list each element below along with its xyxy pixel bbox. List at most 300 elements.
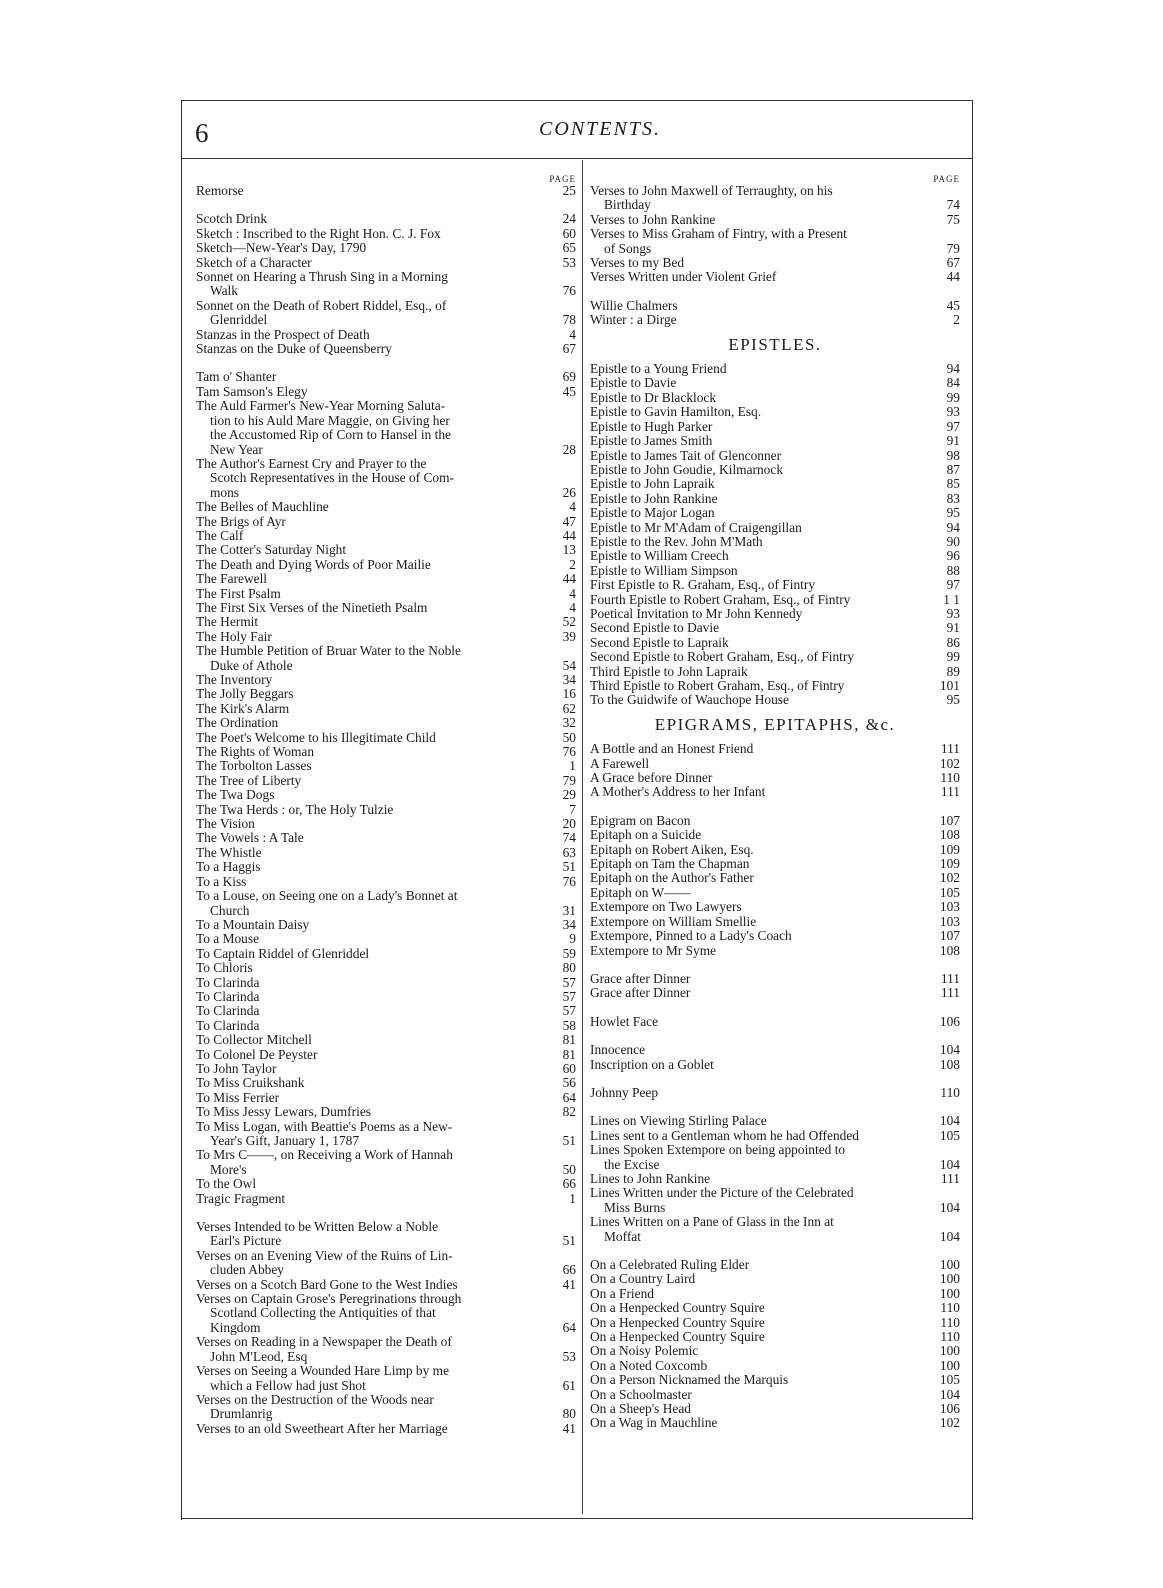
entry-page: 75 — [946, 211, 960, 227]
entry-page: 63 — [562, 844, 576, 860]
spacer — [590, 1244, 960, 1258]
toc-entry — [590, 1344, 960, 1358]
entry-page: 94 — [946, 361, 960, 377]
entry-page: 65 — [562, 240, 576, 256]
entry-page: 29 — [562, 787, 576, 803]
entry-title — [590, 665, 928, 679]
entry-page: 51 — [562, 859, 576, 875]
toc-entry — [590, 693, 960, 707]
entry-title — [196, 399, 546, 457]
entry-title-line: Epistle to a Young Friend — [590, 362, 727, 377]
entry-title — [196, 1148, 546, 1177]
running-head: CONTENTS. — [539, 118, 661, 140]
toc-entry — [590, 757, 960, 771]
entry-title-line: Lines sent to a Gentleman whom he had Offended — [590, 1128, 859, 1143]
entry-title — [590, 564, 928, 578]
entry-page: 60 — [562, 225, 576, 241]
entry-title-line: A Bottle and an Honest Friend — [590, 742, 754, 757]
entry-title — [196, 1062, 546, 1076]
toc-entry — [590, 1058, 960, 1072]
entry-title-line: The Brigs of Ayr — [196, 514, 286, 529]
entry-title-line: To Miss Ferrier — [196, 1090, 280, 1105]
toc-entry — [196, 572, 576, 586]
entry-title — [590, 1416, 928, 1430]
entry-title — [196, 918, 546, 932]
toc-entry — [196, 1393, 576, 1422]
entry-title-line: Scotland Collecting the Antiquities of that — [210, 1306, 436, 1321]
toc-entry — [590, 506, 960, 520]
section-heading: EPISTLES. — [728, 334, 822, 354]
entry-page: 96 — [946, 548, 960, 564]
entry-page: 104 — [939, 1156, 960, 1172]
entry-title-line: Epitaph on W—— — [590, 885, 691, 900]
entry-title — [590, 1043, 928, 1057]
toc-entry — [590, 1043, 960, 1057]
entry-title-line: the Excise — [604, 1157, 660, 1172]
toc-entry — [196, 1249, 576, 1278]
toc-entry — [590, 578, 960, 592]
entry-title-line: Sketch of a Character — [196, 255, 312, 270]
toc-entry — [196, 1220, 576, 1249]
entry-title — [196, 846, 546, 860]
entry-title — [196, 184, 546, 198]
entry-title — [590, 679, 928, 693]
entry-title — [196, 745, 546, 759]
entry-page: 26 — [562, 484, 576, 500]
toc-entry — [196, 299, 576, 328]
spacer — [196, 1206, 576, 1220]
entry-title — [590, 929, 928, 943]
entry-page: 81 — [562, 1032, 576, 1048]
toc-entry — [196, 788, 576, 802]
entry-page: 97 — [946, 418, 960, 434]
entry-title-line: The Farewell — [196, 572, 268, 587]
entry-page: 108 — [939, 1056, 960, 1072]
entry-title-line: To Collector Mitchell — [196, 1033, 312, 1048]
entry-page: 4 — [569, 585, 576, 601]
entry-page: 13 — [562, 542, 576, 558]
toc-entry — [590, 828, 960, 842]
page-number: 6 — [195, 118, 209, 148]
entry-title — [196, 1335, 546, 1364]
entry-title-line: To the Owl — [196, 1177, 257, 1192]
entry-title-line: The Ordination — [196, 716, 279, 731]
entry-title — [590, 972, 928, 986]
toc-entry — [590, 564, 960, 578]
entry-page: 97 — [946, 577, 960, 593]
entry-page: 110 — [940, 1300, 960, 1316]
entry-title-line: Verses to Miss Graham of Fintry, with a Present — [590, 227, 847, 242]
entry-title — [196, 990, 546, 1004]
toc-entry — [196, 270, 576, 299]
entry-title-line: Lines Written on a Pane of Glass in the Inn at — [590, 1215, 834, 1230]
entry-page: 105 — [939, 1372, 960, 1388]
entry-title — [196, 1278, 546, 1292]
entry-title — [196, 515, 546, 529]
entry-page: 110 — [940, 770, 960, 786]
entry-page: 53 — [562, 254, 576, 270]
entry-title — [590, 449, 928, 463]
entry-title-line: The Author's Earnest Cry and Prayer to the — [196, 456, 427, 471]
toc-entry — [590, 1416, 960, 1430]
toc-entry — [590, 391, 960, 405]
entry-title-line: To the Guidwife of Wauchope House — [590, 693, 789, 708]
entry-page: 95 — [946, 505, 960, 521]
entry-title-line: Fourth Epistle to Robert Graham, Esq., of Fintry — [590, 592, 851, 607]
entry-title — [590, 1316, 928, 1330]
toc-entry — [196, 601, 576, 615]
toc-entry — [590, 1330, 960, 1344]
entry-title-line: Epistle to Dr Blacklock — [590, 390, 717, 405]
entry-title-line: To Clarinda — [196, 975, 260, 990]
entry-title-line: To Clarinda — [196, 1004, 260, 1019]
toc-entry — [590, 636, 960, 650]
entry-title-line: Walk — [210, 284, 238, 299]
toc-entry — [590, 1402, 960, 1416]
entry-page: 57 — [562, 1003, 576, 1019]
toc-entry — [196, 716, 576, 730]
entry-title-line: Extempore to Mr Syme — [590, 943, 717, 958]
entry-title-line: The Twa Herds : or, The Holy Tulzie — [196, 802, 394, 817]
entry-title — [590, 535, 928, 549]
left-column — [196, 174, 576, 1436]
toc-entry — [590, 256, 960, 270]
toc-entry — [196, 687, 576, 701]
page-label: PAGE — [549, 174, 576, 184]
entry-page: 111 — [940, 741, 960, 757]
entry-title — [590, 1086, 928, 1100]
entry-title — [590, 1272, 928, 1286]
column-divider — [582, 160, 583, 1514]
toc-entry — [196, 342, 576, 356]
entry-page: 100 — [939, 1357, 960, 1373]
toc-entry — [196, 515, 576, 529]
entry-title-line: Kingdom — [210, 1320, 261, 1335]
entry-title-line: Verses to John Rankine — [590, 212, 716, 227]
entry-page: 109 — [939, 856, 960, 872]
entry-title-line: The Hermit — [196, 615, 259, 630]
toc-entry — [196, 745, 576, 759]
toc-entry — [196, 1364, 576, 1393]
toc-entry — [590, 593, 960, 607]
entry-title-line: On a Sheep's Head — [590, 1402, 691, 1417]
toc-entry — [196, 630, 576, 644]
entry-page: 86 — [946, 634, 960, 650]
entry-page: 107 — [939, 812, 960, 828]
entry-title-line: The Death and Dying Words of Poor Mailie — [196, 557, 431, 572]
entry-title — [196, 1292, 546, 1335]
entry-title — [590, 463, 928, 477]
entry-page: 100 — [939, 1271, 960, 1287]
entry-title — [196, 673, 546, 687]
toc-entry — [590, 492, 960, 506]
entry-title-line: Extempore on Two Lawyers — [590, 900, 742, 915]
entry-title-line: Third Epistle to Robert Graham, Esq., of Fintry — [590, 679, 845, 693]
toc-entry — [196, 615, 576, 629]
entry-page: 100 — [939, 1257, 960, 1272]
entry-title — [196, 370, 546, 384]
entry-title-line: Epitaph on the Author's Father — [590, 871, 754, 886]
entry-title-line: Grace after Dinner — [590, 971, 691, 986]
toc-entry — [196, 1019, 576, 1033]
entry-title-line: Verses to an old Sweetheart After her Marriage — [196, 1421, 448, 1436]
entry-title-line: The Twa Dogs — [196, 788, 275, 803]
toc-entry — [196, 976, 576, 990]
toc-entry — [590, 944, 960, 958]
entry-title — [590, 1058, 928, 1072]
entry-title — [590, 1215, 928, 1244]
entry-page: 76 — [562, 744, 576, 760]
toc-entry — [196, 759, 576, 773]
toc-entry — [590, 1172, 960, 1186]
entry-title-line: On a Friend — [590, 1286, 654, 1301]
toc-entry — [590, 1215, 960, 1244]
entry-title — [196, 803, 546, 817]
entry-page: 45 — [562, 383, 576, 399]
toc-entry — [590, 972, 960, 986]
entry-title — [196, 875, 546, 889]
entry-page: 16 — [562, 686, 576, 702]
entry-page: 51 — [562, 1233, 576, 1249]
entry-title-line: Grace after Dinner — [590, 986, 691, 1001]
entry-title — [590, 1373, 928, 1387]
entry-title-line: Sonnet on the Death of Robert Riddel, Esq., of — [196, 298, 447, 313]
entry-title — [590, 843, 928, 857]
entry-title-line: On a Henpecked Country Squire — [590, 1301, 765, 1316]
entry-page: 100 — [939, 1343, 960, 1359]
entry-page: 95 — [946, 692, 960, 708]
entry-title — [196, 1033, 546, 1047]
toc-entry — [196, 457, 576, 500]
entry-title-line: The Inventory — [196, 673, 273, 687]
toc-entry — [196, 932, 576, 946]
entry-page: 111 — [940, 985, 960, 1001]
entry-title — [196, 1091, 546, 1105]
toc-entry — [196, 817, 576, 831]
toc-entry — [590, 362, 960, 376]
entry-title — [196, 1364, 546, 1393]
entry-page: 2 — [953, 312, 960, 328]
entry-page: 80 — [562, 960, 576, 976]
entry-page: 2 — [569, 556, 576, 572]
toc-entry — [196, 212, 576, 226]
entry-page: 94 — [946, 519, 960, 535]
entry-title-line: Extempore on William Smellie — [590, 914, 757, 929]
toc-entry — [196, 1278, 576, 1292]
entry-page: 4 — [569, 326, 576, 342]
entry-title-line: Epitaph on Robert Aiken, Esq. — [590, 842, 754, 857]
toc-entry — [196, 1033, 576, 1047]
spacer — [590, 1001, 960, 1015]
entry-title — [196, 500, 546, 514]
toc-entry — [590, 1186, 960, 1215]
entry-title-line: Epigram on Bacon — [590, 813, 691, 828]
toc-entry — [590, 785, 960, 799]
entry-page: 58 — [562, 1017, 576, 1033]
entry-title-line: Epitaph on a Suicide — [590, 828, 702, 843]
entry-title — [196, 716, 546, 730]
bottom-rule — [181, 1518, 973, 1519]
entry-title-line: Glenriddel — [210, 313, 268, 328]
entry-title — [196, 702, 546, 716]
entry-page: 69 — [562, 369, 576, 385]
entry-title-line: Willie Chalmers — [590, 298, 678, 313]
entry-title-line: To Chloris — [196, 961, 253, 976]
entry-title — [590, 742, 928, 756]
toc-entry — [196, 774, 576, 788]
entry-title — [590, 636, 928, 650]
entry-page: 109 — [939, 841, 960, 857]
entry-title-line: More's — [210, 1162, 247, 1177]
entry-title — [590, 1301, 928, 1315]
toc-entry — [590, 986, 960, 1000]
toc-entry — [590, 665, 960, 679]
entry-page: 98 — [946, 447, 960, 463]
entry-title-line: On a Henpecked Country Squire — [590, 1330, 765, 1345]
entry-title — [196, 572, 546, 586]
entry-title — [590, 391, 928, 405]
entry-title — [590, 650, 928, 664]
toc-entry — [590, 679, 960, 693]
entry-title-line: The Poet's Welcome to his Illegitimate Child — [196, 730, 436, 745]
entry-page: 90 — [946, 533, 960, 549]
entry-title — [590, 607, 928, 621]
entry-title-line: New Year — [210, 442, 263, 457]
entry-title-line: The Humble Petition of Bruar Water to the Noble — [196, 644, 461, 659]
entry-title — [590, 1186, 928, 1215]
entry-page: 81 — [562, 1046, 576, 1062]
spacer — [590, 1072, 960, 1086]
entry-title — [590, 1129, 928, 1143]
entry-title-line: Verses on the Destruction of the Woods near — [196, 1392, 434, 1407]
toc-entry — [196, 500, 576, 514]
entry-title-line: To a Louse, on Seeing one on a Lady's Bonnet at — [196, 889, 458, 904]
entry-title-line: Verses on Captain Grose's Peregrinations through — [196, 1292, 462, 1307]
entry-title — [590, 1344, 928, 1358]
entry-title — [590, 886, 928, 900]
entry-title-line: To a Kiss — [196, 874, 247, 889]
entry-page: 79 — [562, 772, 576, 788]
toc-entry — [196, 860, 576, 874]
entry-title-line: Tam o' Shanter — [196, 370, 277, 385]
entry-title-line: The Whistle — [196, 845, 262, 860]
entry-page: 99 — [946, 389, 960, 405]
toc-entry — [196, 1062, 576, 1076]
entry-title — [590, 506, 928, 520]
entry-title-line: Third Epistle to John Lapraik — [590, 664, 748, 679]
entry-page: 103 — [939, 899, 960, 915]
entry-page: 108 — [939, 942, 960, 958]
toc-entry — [196, 1177, 576, 1191]
entry-page: 1 — [569, 758, 576, 774]
entry-page: 88 — [946, 562, 960, 578]
entry-title-line: The Kirk's Alarm — [196, 701, 290, 716]
entry-page: 62 — [562, 700, 576, 716]
entry-title — [590, 376, 928, 390]
spacer — [590, 1029, 960, 1043]
entry-page: 79 — [946, 240, 960, 256]
toc-entry — [590, 1287, 960, 1301]
entry-title — [196, 731, 546, 745]
entry-title — [590, 593, 928, 607]
entry-title-line: of Songs — [604, 241, 652, 256]
entry-page: 31 — [562, 902, 576, 918]
entry-title-line: Poetical Invitation to Mr John Kennedy — [590, 606, 803, 621]
entry-page: 104 — [939, 1386, 960, 1402]
entry-title — [196, 529, 546, 543]
entry-title — [590, 1015, 928, 1029]
entry-page: 50 — [562, 729, 576, 745]
entry-title — [590, 477, 928, 491]
entry-title-line: Epistle to Major Logan — [590, 506, 715, 521]
entry-title-line: Sketch—New-Year's Day, 1790 — [196, 241, 367, 256]
spacer — [196, 356, 576, 370]
entry-page: 60 — [562, 1060, 576, 1076]
toc-entry — [590, 549, 960, 563]
header-rule — [181, 158, 973, 159]
entry-page: 44 — [946, 269, 960, 285]
entry-page: 108 — [939, 827, 960, 843]
toc-entry — [196, 1148, 576, 1177]
entry-page: 4 — [569, 599, 576, 615]
toc-entry — [590, 405, 960, 419]
toc-entry — [590, 742, 960, 756]
entry-page: 57 — [562, 988, 576, 1004]
entry-page: 20 — [562, 816, 576, 832]
toc-entry — [590, 313, 960, 327]
entry-title — [590, 1258, 928, 1272]
entry-title-line: To a Haggis — [196, 860, 261, 875]
entry-title-line: A Farewell — [590, 756, 650, 771]
entry-page: 80 — [562, 1406, 576, 1422]
entry-page: 104 — [939, 1199, 960, 1215]
entry-title-line: On a Celebrated Ruling Elder — [590, 1258, 750, 1272]
entry-title-line: Epistle to John Goudie, Kilmarnock — [590, 462, 784, 477]
entry-title-line: The Rights of Woman — [196, 745, 315, 760]
entry-title-line: Epistle to William Simpson — [590, 563, 738, 578]
entry-title — [590, 857, 928, 871]
entry-title — [196, 299, 546, 328]
toc-entry — [196, 1048, 576, 1062]
entry-title-line: First Epistle to R. Graham, Esq., of Fintry — [590, 578, 816, 593]
entry-title — [590, 549, 928, 563]
entry-title — [196, 976, 546, 990]
entry-page: 107 — [939, 928, 960, 944]
entry-title-line: Lines to John Rankine — [590, 1171, 711, 1186]
entry-page: 110 — [940, 1084, 960, 1100]
entry-title — [196, 961, 546, 975]
entry-title-line: On a Noted Coxcomb — [590, 1358, 708, 1373]
toc-entry — [590, 521, 960, 535]
entry-title — [590, 1359, 928, 1373]
entry-page: 104 — [939, 1113, 960, 1129]
entry-page: 102 — [939, 1415, 960, 1431]
entry-title — [196, 1019, 546, 1033]
entry-title-line: Sketch : Inscribed to the Right Hon. C. J. Fox — [196, 226, 441, 241]
entry-title — [196, 543, 546, 557]
toc-entry — [590, 1373, 960, 1387]
entry-page: 47 — [562, 513, 576, 529]
toc-entry — [590, 420, 960, 434]
spacer — [590, 958, 960, 972]
entry-title — [590, 814, 928, 828]
entry-title — [590, 944, 928, 958]
toc-entry — [590, 227, 960, 256]
entry-title-line: Epistle to John Rankine — [590, 491, 718, 506]
entry-title-line: The Vision — [196, 817, 255, 832]
entry-title — [590, 1114, 928, 1128]
entry-title — [590, 434, 928, 448]
